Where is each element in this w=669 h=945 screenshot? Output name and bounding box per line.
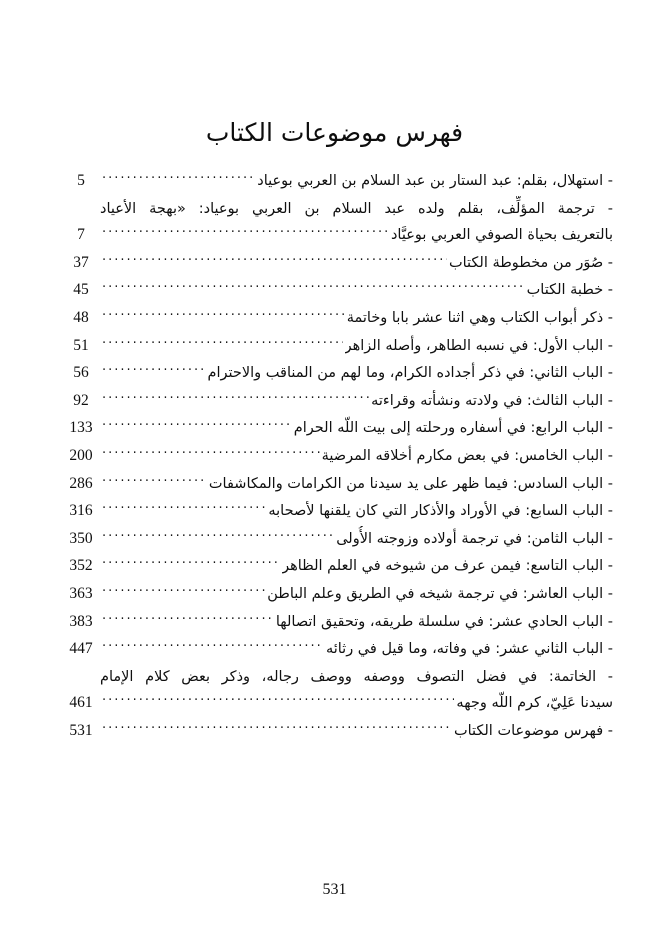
toc-entry-title: - صُوَر من مخطوطة الكتاب (448, 254, 613, 271)
toc-entry[interactable] (56, 471, 613, 498)
page-title: فهرس موضوعات الكتاب (205, 118, 464, 147)
toc-entry-line (56, 636, 613, 663)
toc-page-number: 133 (69, 419, 93, 437)
toc-entry[interactable] (56, 360, 613, 387)
dot-leader (102, 363, 206, 378)
dot-leader (102, 583, 265, 598)
toc-entry-title: - الباب الأول: في نسبه الطاهر، وأصله الزاهر (344, 337, 613, 354)
toc-page-number: 352 (69, 557, 93, 575)
toc-entry[interactable] (56, 636, 613, 663)
toc-entry-line (56, 471, 613, 498)
toc-entry-line (56, 333, 613, 360)
toc-entry-line (56, 360, 613, 387)
toc-page-number: 7 (77, 226, 85, 244)
toc-page-number: 363 (69, 584, 93, 602)
dot-leader (102, 445, 320, 460)
toc-entry-line (56, 250, 613, 277)
toc-entry-title: - الخاتمة: في فضل التصوف ووصفه ووصف رجاله، وذكر بعض كلام الإمام (100, 668, 613, 685)
toc-entry-line (56, 305, 613, 332)
toc-page-number: 531 (69, 721, 93, 739)
dot-leader (102, 556, 280, 571)
toc-entry[interactable] (56, 305, 613, 332)
toc-page-number: 56 (73, 364, 89, 382)
toc-entry-line (56, 526, 613, 553)
toc-entry-title: - الباب الرابع: في أسفاره ورحلته إلى بيت اللّه الحرام (293, 420, 613, 437)
toc-entry[interactable] (56, 168, 613, 195)
toc-page-number: 48 (73, 308, 89, 326)
toc-entry[interactable] (56, 664, 613, 717)
toc-entry-line (56, 415, 613, 442)
toc-entry-title: - ذكر أبواب الكتاب وهي اثنا عشر بابا وخاتمة (346, 309, 613, 326)
toc-entry-line (56, 718, 613, 745)
toc-entry-title: - الباب السابع: في الأوراد والأذكار التي كان يلقنها لأصحابه (268, 503, 613, 520)
toc-page-number: 37 (73, 253, 89, 271)
dot-leader (102, 501, 266, 516)
toc-entry-line (56, 581, 613, 608)
dot-leader (102, 473, 207, 488)
toc-entry-title: سيدنا عَلِيّ، كرم اللّه وجهه (456, 695, 613, 712)
toc-entry[interactable] (56, 526, 613, 553)
toc-entry-title: - الباب الثاني: في ذكر أجداده الكرام، وما لهم من المناقب والاحترام (207, 365, 613, 382)
toc-entry-line (56, 553, 613, 580)
toc-entry[interactable] (56, 498, 613, 525)
toc-entry[interactable] (56, 581, 613, 608)
toc-entry-title: - فهرس موضوعات الكتاب (453, 722, 613, 739)
toc-entry-title: - الباب الثاني عشر: في وفاته، وما قيل في رثائه (325, 641, 613, 658)
toc-entry-title: - الباب التاسع: فيمن عرف من شيوخه في العلم الظاهر (282, 558, 613, 575)
dot-leader (102, 171, 255, 186)
toc-page-number: 447 (69, 640, 93, 658)
toc-entry-line (56, 277, 613, 304)
toc-page-number: 92 (73, 391, 89, 409)
toc-entry[interactable] (56, 415, 613, 442)
toc-entry-line (56, 168, 613, 195)
dot-leader (102, 307, 345, 322)
toc-page-number: 350 (69, 529, 93, 547)
dot-leader (102, 390, 369, 405)
toc-entry[interactable] (56, 388, 613, 415)
toc-entry-line-wrapped (56, 196, 613, 223)
toc-page-number: 286 (69, 474, 93, 492)
toc-entry[interactable] (56, 718, 613, 745)
toc-page-number: 5 (77, 172, 85, 189)
toc-entry[interactable] (56, 443, 613, 470)
toc-entry[interactable] (56, 333, 613, 360)
table-of-contents (56, 168, 613, 745)
toc-entry[interactable] (56, 553, 613, 580)
toc-entry-line (56, 443, 613, 470)
dot-leader (102, 720, 452, 735)
toc-page-number: 383 (69, 612, 93, 630)
toc-entry-line-wrapped (56, 664, 613, 691)
dot-leader (102, 225, 389, 240)
toc-entry-line (56, 690, 613, 717)
folio-page-number: 531 (322, 881, 347, 898)
toc-entry-title: - الباب السادس: فيما ظهر على يد سيدنا من الكرامات والمكاشفات (208, 475, 613, 492)
dot-leader (102, 335, 343, 350)
toc-page-number: 316 (69, 502, 93, 520)
toc-entry[interactable] (56, 196, 613, 249)
toc-entry-title: - الباب الثامن: في ترجمة أولاده وزوجته الأُولى (336, 530, 613, 547)
toc-page-number: 45 (73, 281, 89, 299)
toc-page-number: 200 (69, 446, 93, 464)
toc-entry-title: - خطبة الكتاب (526, 282, 613, 299)
toc-entry[interactable] (56, 250, 613, 277)
toc-page-number: 51 (73, 336, 89, 354)
toc-entry-line (56, 498, 613, 525)
dot-leader (102, 252, 447, 267)
toc-entry-title: بالتعريف بحياة الصوفي العربي بوعيَّاد (390, 227, 613, 244)
dot-leader (102, 418, 292, 433)
toc-entry-line (56, 222, 613, 249)
toc-entry-title: - الباب الخامس: في بعض مكارم أخلاقه المرضية (321, 447, 613, 464)
dot-leader (102, 611, 274, 626)
toc-entry[interactable] (56, 277, 613, 304)
toc-entry-title: - الباب الحادي عشر: في سلسلة طريقه، وتحقيق اتصالها (275, 613, 613, 630)
dot-leader (102, 693, 454, 708)
dot-leader (102, 639, 324, 654)
toc-entry-title: - استهلال، بقلم: عبد الستار بن عبد السلام بن العربي بوعياد (257, 173, 613, 189)
dot-leader (102, 528, 334, 543)
toc-page-number: 461 (69, 694, 93, 712)
toc-entry-title: - الباب الثالث: في ولادته ونشأته وقراءته (371, 392, 613, 409)
toc-entry-line (56, 609, 613, 636)
toc-entry-line (56, 388, 613, 415)
toc-entry[interactable] (56, 609, 613, 636)
toc-entry-title: - الباب العاشر: في ترجمة شيخه في الطريق وعلم الباطن (267, 585, 613, 602)
toc-entry-title: - ترجمة المؤلِّف، بقلم ولده عبد السلام بن العربي بوعياد: «بهجة الأعياد (100, 200, 613, 217)
dot-leader (102, 280, 525, 295)
